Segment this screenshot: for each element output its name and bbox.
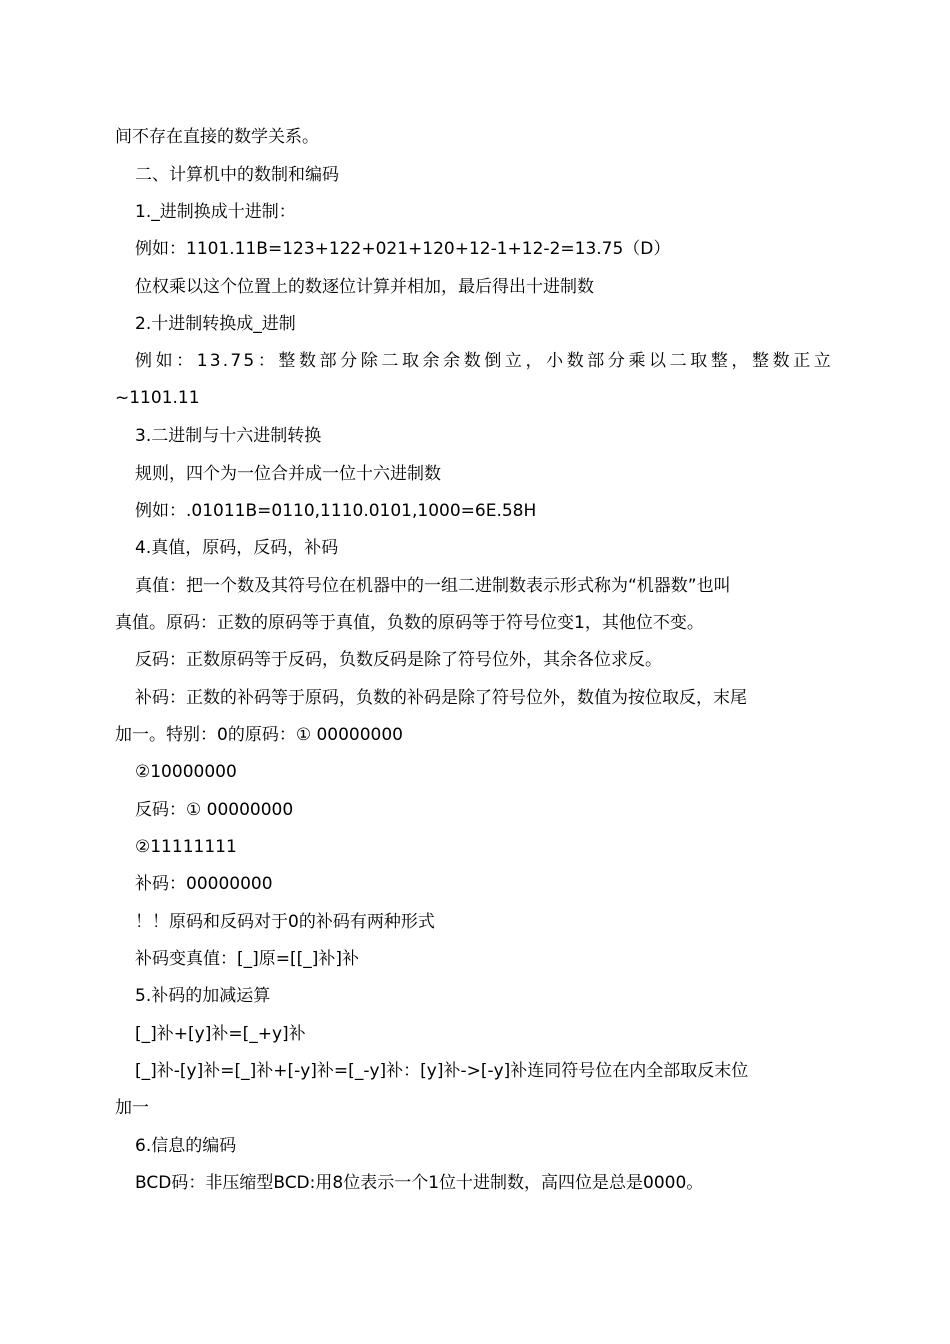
text-line: 位权乘以这个位置上的数逐位计算并相加，最后得出十进制数: [135, 277, 594, 297]
text-line: 加一: [115, 1098, 149, 1118]
subsection-heading: 4.真值，原码，反码，补码: [135, 538, 339, 558]
text-line: 例如：13.75：整数部分除二取余余数倒立，小数部分乘以二取整，整数正立: [135, 351, 833, 371]
text-line: 反码：① 00000000: [135, 800, 294, 820]
text-line: BCD码：非压缩型BCD:用8位表示一个1位十进制数，高四位是总是0000。: [135, 1173, 704, 1193]
text-line: 例如：.01011B=0110,1110.0101,1000=6E.58H: [135, 501, 537, 521]
subsection-heading: 5.补码的加减运算: [135, 986, 271, 1006]
subsection-heading: 1._进制换成十进制：: [135, 202, 296, 222]
subsection-heading: 2.十进制转换成_进制: [135, 314, 296, 334]
text-line: 补码变真值：[_]原=[[_]补]补: [135, 949, 360, 969]
paragraph: [115, 343, 833, 417]
text-line: 例如：1101.11B=123+122+021+120+12-1+12-2=13.75（D）: [135, 239, 671, 259]
text-line: 加一。特别：0的原码：① 00000000: [115, 725, 403, 745]
text-line: 反码：正数原码等于反码，负数反码是除了符号位外，其余各位求反。: [135, 650, 662, 670]
text-line: 真值：把一个数及其符号位在机器中的一组二进制数表示形式称为“机器数”也叫: [135, 576, 731, 596]
text-line: [_]补-[y]补=[_]补+[-y]补=[_-y]补：[y]补->[-y]补连同符号位在内全部取反末位: [135, 1061, 749, 1081]
text-line: ②10000000: [135, 762, 237, 782]
text-line: 补码：正数的补码等于原码，负数的补码是除了符号位外，数值为按位取反，末尾: [135, 688, 747, 708]
text-line: ！！原码和反码对于0的补码有两种形式: [135, 912, 435, 932]
text-line: 间不存在直接的数学关系。: [115, 127, 319, 147]
text-line: 规则，四个为一位合并成一位十六进制数: [135, 464, 441, 484]
text-line: 真值。原码：正数的原码等于真值，负数的原码等于符号位变1，其他位不变。: [115, 613, 704, 633]
section-heading: 二、计算机中的数制和编码: [135, 165, 339, 185]
subsection-heading: 3.二进制与十六进制转换: [135, 426, 322, 446]
text-line: ②11111111: [135, 837, 237, 857]
text-line: [_]补+[y]补=[_+y]补: [135, 1024, 306, 1044]
text-line: ~1101.11: [115, 388, 200, 408]
subsection-heading: 6.信息的编码: [135, 1136, 237, 1156]
text-line: 补码：00000000: [135, 874, 273, 894]
